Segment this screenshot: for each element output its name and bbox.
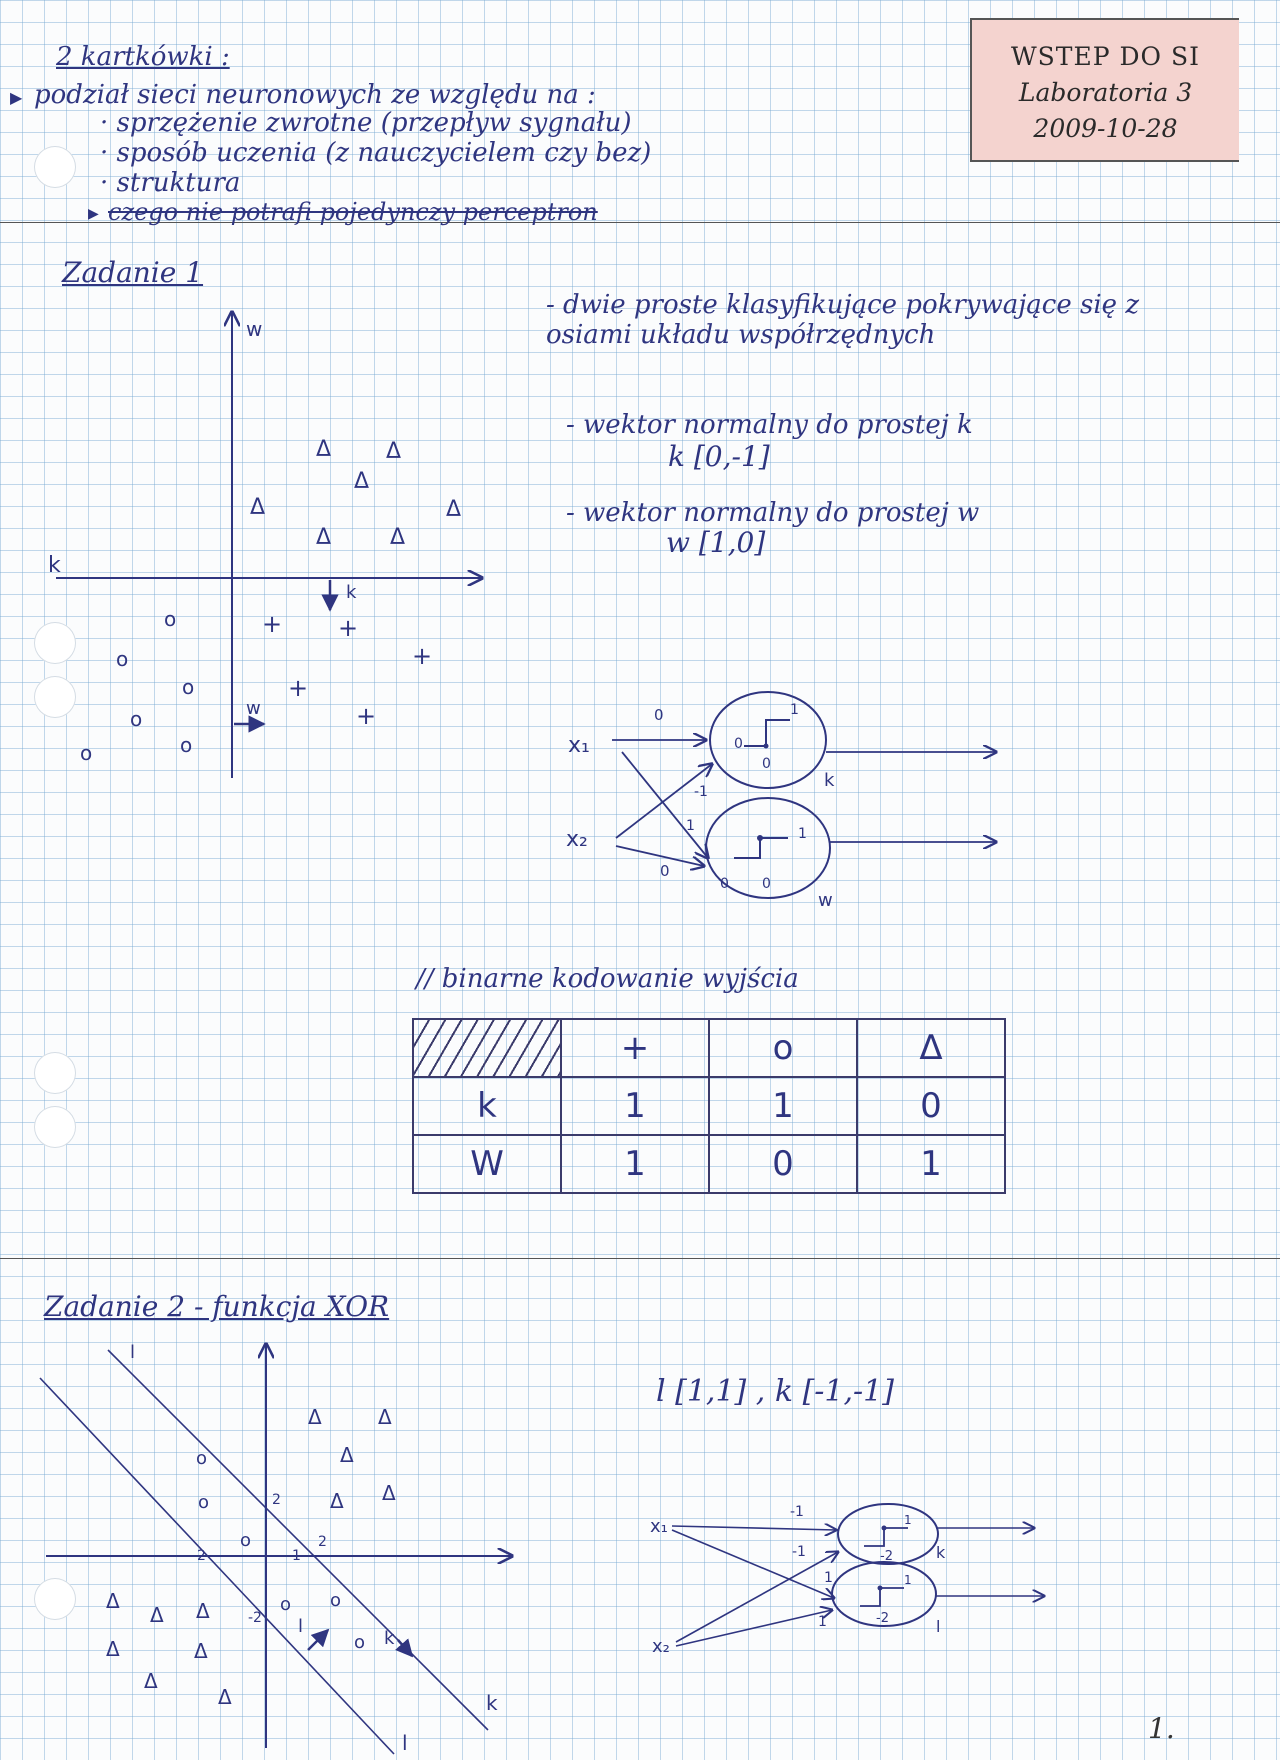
triangle-point: Δ [382, 1481, 396, 1505]
plus-point: + [356, 702, 377, 730]
task1-plot [48, 312, 482, 778]
triangle-point: Δ [378, 1405, 392, 1429]
page-number: 1. [1148, 1712, 1175, 1745]
triangle-point: Δ [144, 1669, 158, 1693]
table-cell: 1 [561, 1135, 709, 1193]
intro-item-1b: · sposób uczenia (z nauczycielem czy bez) [100, 138, 652, 168]
task2-network [650, 1504, 1044, 1657]
circle-point: o [240, 1530, 252, 1551]
vector-w-label: w [246, 698, 261, 719]
table-row [413, 1077, 1005, 1135]
table-header-cell: Δ [857, 1019, 1005, 1077]
line-label-top: l [130, 1342, 136, 1363]
circle-point: o [354, 1632, 366, 1653]
line-l [108, 1350, 488, 1730]
circle-point: o [130, 707, 143, 731]
task1-heading: Zadanie 1 [62, 256, 204, 289]
bullet-arrow-icon: ▶ [10, 88, 23, 107]
task1-note-lines: - dwie proste klasyfikujące pokrywające się z osiami układu współrzędnych [546, 290, 1140, 350]
task1-vector-w: w [1,0] [666, 526, 766, 559]
tick-label: 1 [292, 1548, 301, 1564]
triangle-point: Δ [106, 1637, 120, 1661]
w-step-high: 1 [798, 826, 807, 842]
task1-vector-k: k [0,-1] [668, 440, 770, 473]
plus-point: + [412, 642, 433, 670]
triangle-point: Δ [386, 439, 402, 464]
triangle-point: Δ [194, 1639, 208, 1663]
triangle-point: Δ [446, 497, 462, 522]
weight-x1-k: 0 [654, 706, 664, 724]
table-cell: 1 [857, 1135, 1005, 1193]
triangle-point: Δ [106, 1589, 120, 1613]
w-bias: 0 [762, 876, 771, 892]
triangle-point: Δ [196, 1599, 210, 1623]
table-cell: 0 [709, 1135, 857, 1193]
tick-label: 2 [318, 1534, 327, 1550]
table-row [413, 1135, 1005, 1193]
input-x2: x₂ [652, 1636, 670, 1657]
vector-k-label: k [346, 582, 357, 603]
tick-label: -2 [192, 1548, 206, 1564]
intro-item-1: podział sieci neuronowych ze względu na : [34, 80, 596, 110]
table-cell: 1 [561, 1077, 709, 1135]
weight-x2-k: -1 [792, 1544, 806, 1560]
triangle-point: Δ [330, 1489, 344, 1513]
k-step-high: 1 [904, 1513, 912, 1527]
bullet-arrow-icon: ▶ [88, 206, 99, 222]
plus-point: + [288, 674, 309, 702]
triangle-point: Δ [316, 525, 332, 550]
l-bias: -2 [876, 1611, 889, 1626]
triangle-point: Δ [316, 437, 332, 462]
tick-label: 2 [272, 1492, 281, 1508]
table-cell: 0 [857, 1077, 1005, 1135]
triangle-point: Δ [150, 1603, 164, 1627]
circle-point: o [198, 1492, 210, 1513]
neuron-k-label: k [936, 1543, 946, 1562]
table-header-cell: o [709, 1019, 857, 1077]
table-header-cell: + [561, 1019, 709, 1077]
line-k [40, 1378, 394, 1754]
circle-point: o [80, 741, 93, 765]
triangle-point: Δ [390, 525, 406, 550]
circle-point: o [182, 675, 195, 699]
neuron-l-label: l [936, 1617, 941, 1636]
table-cell: 1 [709, 1077, 857, 1135]
table-header-row [413, 1019, 1005, 1077]
triangle-point: Δ [340, 1443, 354, 1467]
weight-x2-w: 0 [660, 862, 670, 880]
intro-item-1a: · sprzężenie zwrotne (przepływ sygnału) [100, 108, 632, 138]
binary-output-table [412, 1018, 1006, 1194]
intro-item-2: czego nie potrafi pojedynczy perceptron [108, 198, 598, 226]
table-title: // binarne kodowanie wyjścia [416, 964, 799, 994]
stamp-course: WSTEP DO SI [1010, 42, 1200, 71]
k-bias: -2 [880, 1549, 893, 1564]
task2-plot [40, 1342, 512, 1755]
circle-point: o [164, 607, 177, 631]
intro-item-1c: · struktura [100, 168, 241, 198]
line-l-label: l [402, 1731, 408, 1755]
table-row-label: k [413, 1077, 561, 1135]
table-row-label: W [413, 1135, 561, 1193]
triangle-point: Δ [218, 1685, 232, 1709]
stamp-lab: Laboratoria 3 [1018, 78, 1193, 107]
neuron-k-label: k [824, 770, 835, 791]
k-bias: 0 [762, 756, 771, 772]
intro-title: 2 kartkówki : [56, 42, 230, 72]
axis-k-label: k [48, 553, 61, 578]
task1-note-w: - wektor normalny do prostej w [566, 498, 980, 528]
step-function-l [860, 1588, 904, 1606]
triangle-point: Δ [250, 495, 266, 520]
vector-k-arrow [398, 1640, 412, 1656]
task2-vectors: l [1,1] , k [-1,-1] [656, 1374, 894, 1409]
l-step-high: 1 [904, 1573, 912, 1587]
circle-point: o [280, 1594, 292, 1615]
step-function-k [744, 720, 790, 746]
task2-heading: Zadanie 2 - funkcja XOR [44, 1290, 390, 1323]
weight-x2-k: -1 [694, 784, 708, 800]
step-function-k [864, 1528, 908, 1546]
task1-note-k: - wektor normalny do prostej k [566, 410, 973, 440]
stamp-date: 2009-10-28 [1033, 114, 1178, 143]
line-k-label: k [486, 1691, 498, 1715]
k-step-low: 0 [734, 736, 743, 752]
axis-w-label: w [246, 317, 263, 341]
weight-x1-k: -1 [790, 1504, 804, 1520]
tick-label: -2 [248, 1610, 262, 1626]
circle-point: o [196, 1448, 208, 1469]
neuron-k [710, 692, 826, 788]
vector-l-arrow [308, 1630, 328, 1650]
vector-k-label: k [384, 1628, 395, 1649]
task1-network [566, 692, 996, 911]
weight-x1-w: 1 [686, 818, 695, 834]
step-function-w [734, 838, 788, 858]
plus-point: + [338, 614, 359, 642]
circle-point: o [116, 647, 129, 671]
w-step-low: 0 [720, 876, 729, 892]
circle-point: o [180, 733, 193, 757]
circle-point: o [330, 1590, 342, 1611]
weight-x1-l: 1 [824, 1570, 833, 1586]
input-x2: x₂ [566, 827, 588, 852]
neuron-w-label: w [818, 890, 833, 911]
plus-point: + [262, 610, 283, 638]
triangle-point: Δ [308, 1405, 322, 1429]
table-corner-cell [413, 1019, 561, 1077]
input-x1: x₁ [650, 1516, 668, 1537]
triangle-point: Δ [354, 469, 370, 494]
input-x1: x₁ [568, 733, 590, 758]
weight-x2-l: 1 [818, 1614, 827, 1630]
k-step-high: 1 [790, 702, 799, 718]
vector-l-label: l [298, 1616, 304, 1637]
